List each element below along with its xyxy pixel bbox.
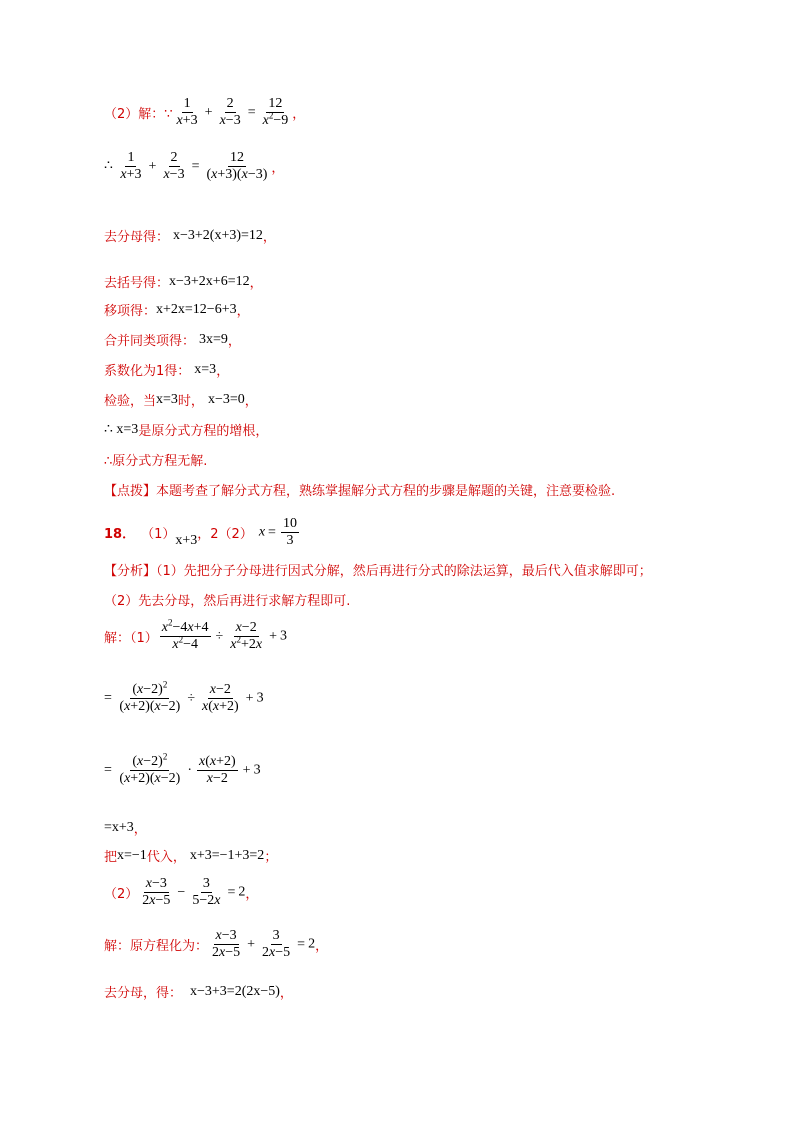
line-solution-2 (104, 679, 264, 715)
line-combine-like-terms: 合并同类项得： 3x=9 ， (104, 331, 241, 349)
clear-label: 去分母，得： (104, 986, 183, 1001)
clear-math: x−3+3=2(2x−5) (190, 983, 280, 999)
step-label: 合并同类项得： (104, 334, 196, 349)
root-label: 是原分式方程的增根， (138, 424, 269, 439)
line-analysis-2 (104, 590, 350, 609)
part2-equation: $\frac{x-3}{2x-5}$ − $\frac{3}{5-2x}$ = 2 (142, 876, 246, 908)
answer-part1-label: （1） (141, 527, 176, 542)
substitute-math: x+3=−1+3=2 (189, 847, 265, 863)
step-label: 去括号得： (104, 276, 170, 291)
tip-text: 【点拨】本题考查了解分式方程，熟练掌握解分式方程的步骤是解题的关键，注意要检验. (104, 484, 616, 499)
check-label: 检验，当 (104, 394, 157, 409)
line-coefficient-one: 系数化为1得： x=3 ， (104, 361, 230, 379)
line-part2-given: （2）解：∵ $\frac{1}{x+3}$ + $\frac{2}{x-3}$ = $\frac{12}{x^2-9}$ ， (104, 96, 306, 128)
step-math: x−3+2x+6=12 (169, 273, 250, 289)
answer-part1: x+3 (175, 532, 198, 548)
part2-label: （2）解：∵ (104, 107, 173, 122)
step-math: x+2x=12−6+3 (156, 301, 237, 317)
line-extraneous-root (104, 420, 268, 439)
rewrite-equation: $\frac{x-3}{2x-5}$ + $\frac{3}{2x-5}$ = 2 (212, 928, 316, 960)
question-number: 18． (104, 527, 136, 542)
step-label: 系数化为1得： (104, 364, 191, 379)
factored-equation: ∴ $\frac{1}{x+3}$ + $\frac{2}{x-3}$ = $\frac{12}{(x+3)(x-3)}$ (104, 150, 268, 182)
line-solution-4: =x+3 ， (104, 819, 147, 837)
line-clear-denominators: 去分母得： x−3+2(x+3)=12 ， (104, 227, 276, 245)
line-remove-brackets: 去括号得： x−3+2x+6=12 ， (104, 273, 263, 291)
answer-part2-label: ，2（2） (197, 527, 253, 542)
line-part2-equation: （2） $\frac{x-3}{2x-5}$ − $\frac{3}{5-2x}$ = 2 ， (104, 876, 259, 908)
solution-label: 解：（1） (104, 631, 158, 646)
line-substitute: 把 x=−1 代入， x+3=−1+3=2 ； (104, 847, 278, 865)
answer-part2: x = $\frac{10}{3}$ (258, 516, 297, 548)
step-math: x=3 (194, 361, 217, 377)
root-math: ∴ x=3 (104, 422, 139, 437)
line-no-solution (104, 450, 207, 469)
substitute-label: 代入， (146, 850, 186, 865)
line-solution-1 (104, 617, 287, 653)
solution-expression: = $\frac{(x-2)^2}{(x+2)(x-2)}$ ÷ $\frac{x-2}{x(x+2)}$ + 3 (104, 679, 264, 714)
line-part2-clear: 去分母，得： x−3+3=2(2x−5) ， (104, 983, 293, 1001)
line-tip (104, 480, 615, 499)
analysis-text: 【分析】（1）先把分子分母进行因式分解，然后再进行分式的除法运算，最后代入值求解即可； (104, 564, 652, 579)
check-math: x−3=0 (207, 391, 245, 407)
analysis-text: （2）先去分母，然后再进行求解方程即可. (104, 594, 351, 609)
line-check: 检验，当 x=3 时， x−3=0 ， (104, 391, 258, 409)
step-label: 去分母得： (104, 230, 170, 245)
check-math: x=3 (156, 391, 178, 407)
line-solution-3 (104, 751, 261, 787)
line-move-terms: 移项得： x+2x=12−6+3 ， (104, 301, 250, 319)
substitute-math: x=−1 (117, 847, 147, 863)
given-equation: $\frac{1}{x+3}$ + $\frac{2}{x-3}$ = $\frac{12}{x^2-9}$ (176, 96, 289, 128)
rewrite-label: 解：原方程化为： (104, 939, 209, 954)
solution-expression: $\frac{x^2-4x+4}{x^2-4}$ ÷ $\frac{x-2}{x^2+2x}$ + 3 (161, 617, 287, 652)
substitute-label: 把 (104, 850, 118, 865)
line-q18-answers (104, 516, 301, 549)
step-label: 移项得： (104, 304, 157, 319)
step-math: x−3+2(x+3)=12 (173, 227, 263, 243)
line-analysis-1 (104, 560, 652, 579)
step-math: 3x=9 (199, 331, 228, 347)
conclusion-text: ∴原分式方程无解. (104, 454, 208, 469)
line-part2-rewrite: 解：原方程化为： $\frac{x-3}{2x-5}$ + $\frac{3}{2x-5}$ = 2 ， (104, 928, 329, 960)
solution-expression: = $\frac{(x-2)^2}{(x+2)(x-2)}$ · $\frac{x(x+2)}{x-2}$ + 3 (104, 751, 261, 786)
check-label: 时， (177, 394, 204, 409)
solution-result: =x+3 (104, 819, 134, 835)
part2-label: （2） (104, 887, 139, 902)
line-therefore-factored: ∴ $\frac{1}{x+3}$ + $\frac{2}{x-3}$ = $\frac{12}{(x+3)(x-3)}$ ， (104, 150, 285, 182)
